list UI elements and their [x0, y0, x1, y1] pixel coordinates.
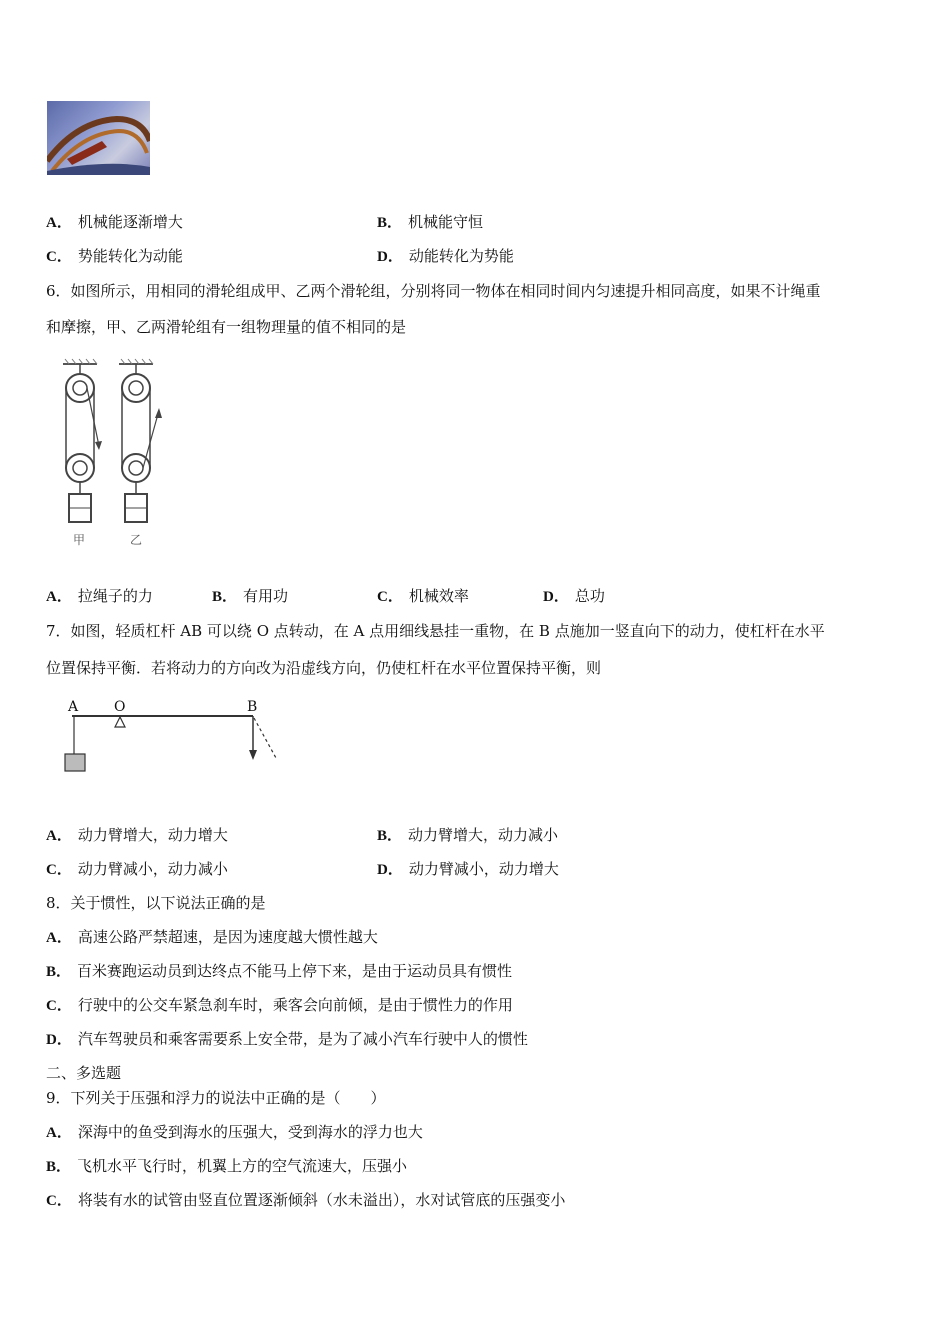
q9-option-b[interactable]: B． 飞机水平飞行时，机翼上方的空气流速大，压强小 [46, 1157, 408, 1175]
q9-option-a[interactable]: A． 深海中的鱼受到海水的压强大，受到海水的浮力也大 [46, 1123, 423, 1141]
q9-option-c[interactable]: C． 将装有水的试管由竖直位置逐渐倾斜（水未溢出），水对试管底的压强变小 [46, 1191, 566, 1209]
q8-option-b[interactable]: B． 百米赛跑运动员到达终点不能马上停下来，是由于运动员具有惯性 [46, 962, 513, 980]
q8-option-a[interactable]: A． 高速公路严禁超速，是因为速度越大惯性越大 [46, 928, 378, 946]
pulley-figure [55, 358, 175, 557]
lever-label-a: A [68, 699, 79, 715]
q6-stem-line1: 6．如图所示，用相同的滑轮组成甲、乙两个滑轮组，分别将同一物体在相同时间内匀速提升相同高度，如果不计绳重 [46, 282, 821, 300]
q8-option-c[interactable]: C． 行驶中的公交车紧急刹车时，乘客会向前倾，是由于惯性力的作用 [46, 996, 513, 1014]
q6-option-b[interactable]: B． 有用功 [212, 587, 289, 605]
q7-option-a[interactable]: A． 动力臂增大，动力增大 [46, 826, 228, 844]
pulley-label-yi: 乙 [130, 533, 143, 547]
q7-option-c[interactable]: C． 动力臂减小，动力减小 [46, 860, 228, 878]
q7-stem-line2: 位置保持平衡．若将动力的方向改为沿虚线方向，仍使杠杆在水平位置保持平衡，则 [46, 659, 602, 677]
roller-coaster-photo [47, 101, 150, 175]
q7-option-d[interactable]: D． 动力臂减小，动力增大 [377, 860, 559, 878]
q6-option-a[interactable]: A． 拉绳子的力 [46, 587, 153, 605]
q9-stem: 9．下列关于压强和浮力的说法中正确的是（ ） [46, 1089, 386, 1107]
q8-stem: 8．关于惯性，以下说法正确的是 [46, 894, 266, 912]
q5-option-d[interactable]: D． 动能转化为势能 [377, 247, 514, 265]
q7-option-b[interactable]: B． 动力臂增大，动力减小 [377, 826, 559, 844]
pulley-label-jia: 甲 [73, 533, 86, 547]
lever-label-b: B [247, 699, 258, 715]
q5-option-c[interactable]: C． 势能转化为动能 [46, 247, 183, 265]
q7-stem-line1: 7．如图，轻质杠杆 AB 可以绕 O 点转动，在 A 点用细线悬挂一重物，在 B 点施加一竖直向下的动力，使杠杆在水平 [46, 622, 825, 640]
q6-option-c[interactable]: C． 机械效率 [377, 587, 469, 605]
q6-stem-line2: 和摩擦，甲、乙两滑轮组有一组物理量的值不相同的是 [46, 318, 407, 336]
q5-option-a[interactable]: A． 机械能逐渐增大 [46, 213, 183, 231]
q8-option-d[interactable]: D． 汽车驾驶员和乘客需要系上安全带，是为了减小汽车行驶中人的惯性 [46, 1030, 528, 1048]
section-title-multi-choice: 二、多选题 [46, 1064, 122, 1082]
q6-option-d[interactable]: D． 总功 [543, 587, 605, 605]
q5-option-b[interactable]: B． 机械能守恒 [377, 213, 484, 231]
lever-label-o: O [114, 699, 126, 715]
